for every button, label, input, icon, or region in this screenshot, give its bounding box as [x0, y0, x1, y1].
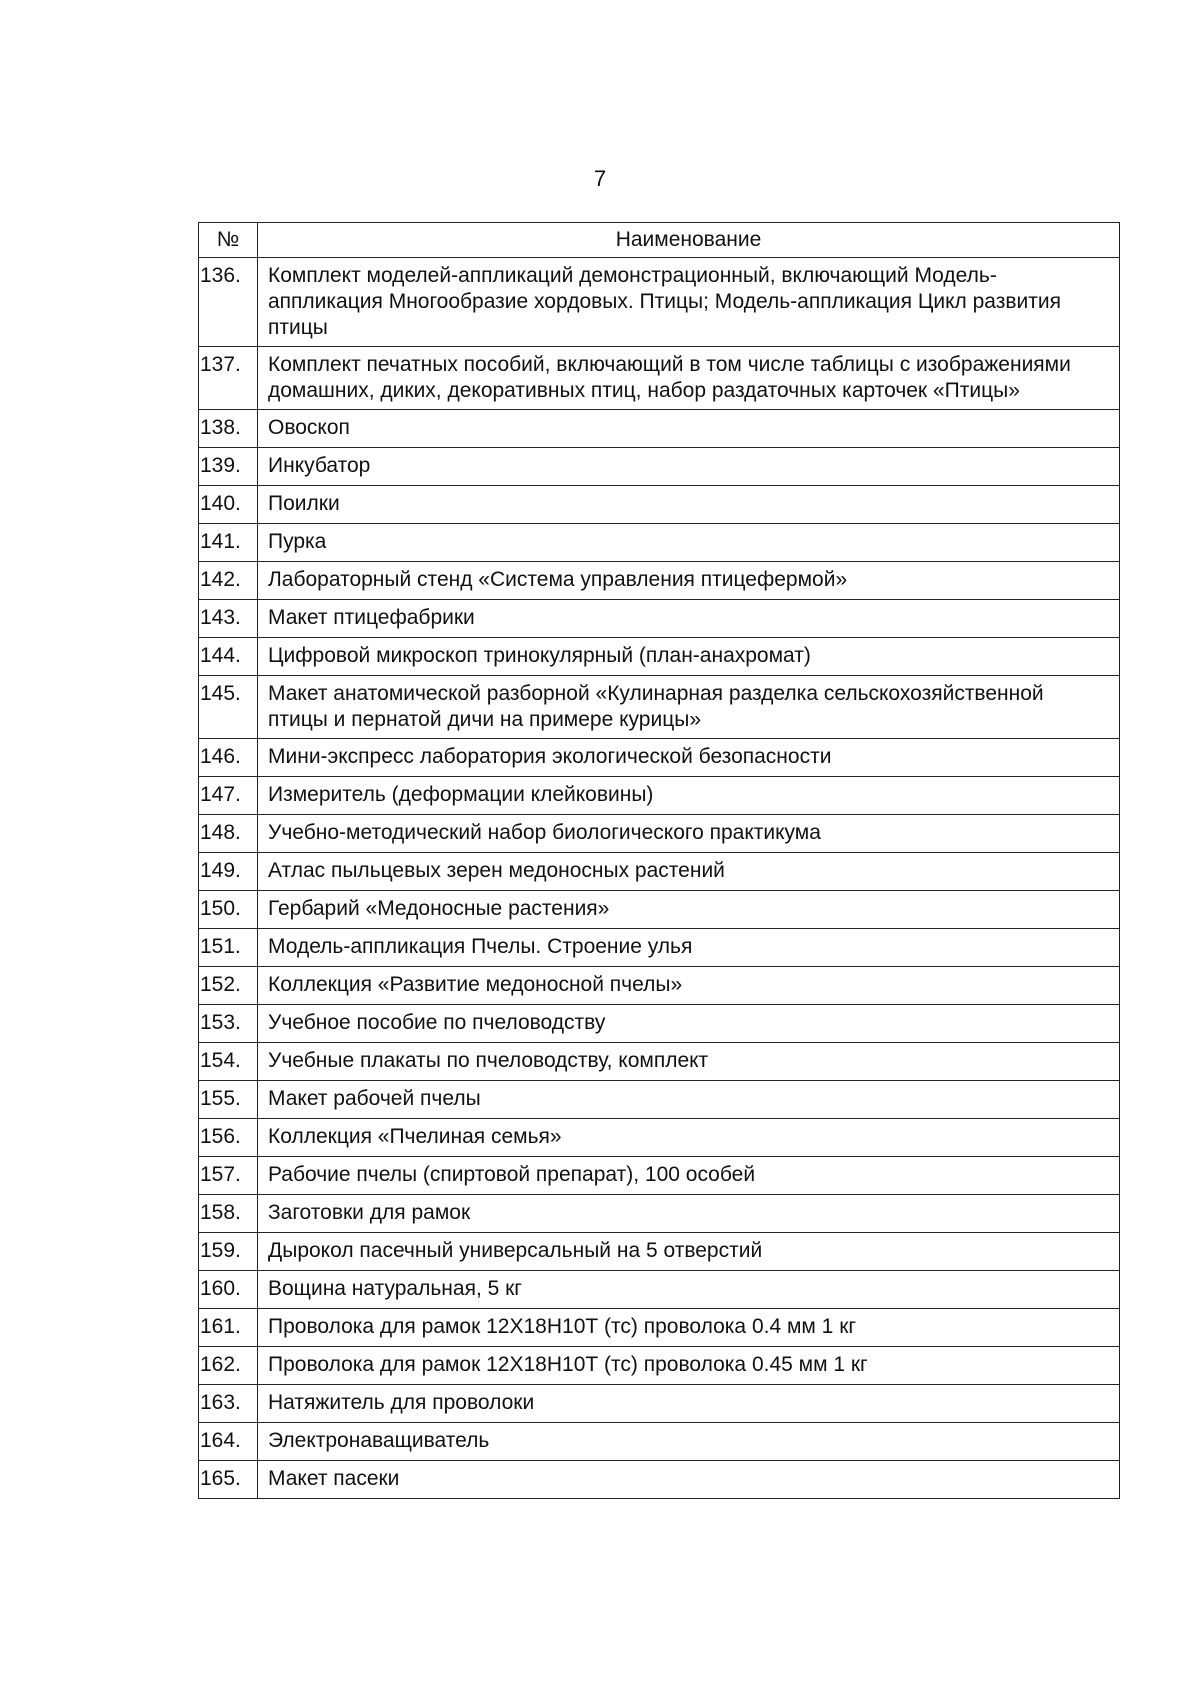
row-number: 136. — [199, 258, 258, 347]
row-number: 141. — [199, 524, 258, 562]
row-name: Комплект моделей-аппликаций демонстрационный, включающий Модель-аппликация Многообразие хордовых. Птицы; Модель-аппликация Цикл развития птицы — [258, 258, 1120, 347]
table-row — [199, 1461, 1120, 1499]
table-row — [199, 562, 1120, 600]
row-number: 151. — [199, 929, 258, 967]
row-name: Учебные плакаты по пчеловодству, комплект — [258, 1043, 1120, 1081]
table-row — [199, 448, 1120, 486]
row-number: 159. — [199, 1233, 258, 1271]
table-row — [199, 524, 1120, 562]
row-name: Дырокол пасечный универсальный на 5 отверстий — [258, 1233, 1120, 1271]
table-row — [199, 1081, 1120, 1119]
row-number: 143. — [199, 600, 258, 638]
row-number: 156. — [199, 1119, 258, 1157]
row-number: 152. — [199, 967, 258, 1005]
table-row — [199, 1043, 1120, 1081]
row-number: 145. — [199, 676, 258, 739]
table-row — [199, 486, 1120, 524]
table-row — [199, 347, 1120, 410]
row-name: Проволока для рамок 12Х18Н10Т (тс) проволока 0.45 мм 1 кг — [258, 1347, 1120, 1385]
row-name: Мини-экспресс лаборатория экологической безопасности — [258, 739, 1120, 777]
row-number: 148. — [199, 815, 258, 853]
row-name: Лабораторный стенд «Система управления птицефермой» — [258, 562, 1120, 600]
row-number: 147. — [199, 777, 258, 815]
table-row — [199, 1385, 1120, 1423]
table-row — [199, 1347, 1120, 1385]
row-name: Модель-аппликация Пчелы. Строение улья — [258, 929, 1120, 967]
row-number: 157. — [199, 1157, 258, 1195]
row-name: Учебное пособие по пчеловодству — [258, 1005, 1120, 1043]
row-number: 142. — [199, 562, 258, 600]
row-name: Вощина натуральная, 5 кг — [258, 1271, 1120, 1309]
table-row — [199, 891, 1120, 929]
row-name: Рабочие пчелы (спиртовой препарат), 100 особей — [258, 1157, 1120, 1195]
row-name: Поилки — [258, 486, 1120, 524]
row-name: Заготовки для рамок — [258, 1195, 1120, 1233]
header-number: № — [199, 223, 258, 258]
row-name: Овоскоп — [258, 410, 1120, 448]
row-number: 138. — [199, 410, 258, 448]
table-row — [199, 739, 1120, 777]
table-row — [199, 1309, 1120, 1347]
row-name: Электронаващиватель — [258, 1423, 1120, 1461]
table-row — [199, 777, 1120, 815]
row-name: Макет анатомической разборной «Кулинарная разделка сельскохозяйственной птицы и пернатой дичи на примере курицы» — [258, 676, 1120, 739]
row-name: Учебно-методический набор биологического практикума — [258, 815, 1120, 853]
table-row — [199, 1005, 1120, 1043]
equipment-table — [198, 222, 1120, 1499]
row-name: Макет рабочей пчелы — [258, 1081, 1120, 1119]
table-row — [199, 638, 1120, 676]
row-name: Натяжитель для проволоки — [258, 1385, 1120, 1423]
row-number: 149. — [199, 853, 258, 891]
row-number: 150. — [199, 891, 258, 929]
row-number: 164. — [199, 1423, 258, 1461]
table-row — [199, 929, 1120, 967]
row-name: Гербарий «Медоносные растения» — [258, 891, 1120, 929]
row-name: Комплект печатных пособий, включающий в том числе таблицы с изображениями домашних, диких, декоративных птиц, набор раздаточных карточек «Птицы» — [258, 347, 1120, 410]
row-name: Атлас пыльцевых зерен медоносных растений — [258, 853, 1120, 891]
table-row — [199, 1271, 1120, 1309]
row-name: Измеритель (деформации клейковины) — [258, 777, 1120, 815]
row-number: 163. — [199, 1385, 258, 1423]
table-row — [199, 600, 1120, 638]
table-row — [199, 1119, 1120, 1157]
row-number: 165. — [199, 1461, 258, 1499]
table-row — [199, 1423, 1120, 1461]
table-row — [199, 676, 1120, 739]
row-name: Макет пасеки — [258, 1461, 1120, 1499]
row-name: Цифровой микроскоп тринокулярный (план-анахромат) — [258, 638, 1120, 676]
table-row — [199, 1157, 1120, 1195]
header-name: Наименование — [258, 223, 1120, 258]
row-name: Коллекция «Пчелиная семья» — [258, 1119, 1120, 1157]
row-number: 155. — [199, 1081, 258, 1119]
row-name: Проволока для рамок 12Х18Н10Т (тс) проволока 0.4 мм 1 кг — [258, 1309, 1120, 1347]
row-number: 161. — [199, 1309, 258, 1347]
row-number: 153. — [199, 1005, 258, 1043]
row-number: 139. — [199, 448, 258, 486]
row-name: Макет птицефабрики — [258, 600, 1120, 638]
row-number: 162. — [199, 1347, 258, 1385]
row-number: 146. — [199, 739, 258, 777]
table-row — [199, 1233, 1120, 1271]
page-number: 7 — [593, 166, 607, 191]
table-body — [199, 258, 1120, 1499]
table-header-row — [199, 223, 1120, 258]
table-row — [199, 853, 1120, 891]
table-row — [199, 815, 1120, 853]
row-number: 154. — [199, 1043, 258, 1081]
row-number: 160. — [199, 1271, 258, 1309]
table-row — [199, 258, 1120, 347]
table-row — [199, 1195, 1120, 1233]
row-name: Инкубатор — [258, 448, 1120, 486]
row-number: 144. — [199, 638, 258, 676]
row-number: 140. — [199, 486, 258, 524]
row-name: Пурка — [258, 524, 1120, 562]
row-number: 137. — [199, 347, 258, 410]
table-row — [199, 410, 1120, 448]
row-name: Коллекция «Развитие медоносной пчелы» — [258, 967, 1120, 1005]
table-row — [199, 967, 1120, 1005]
row-number: 158. — [199, 1195, 258, 1233]
